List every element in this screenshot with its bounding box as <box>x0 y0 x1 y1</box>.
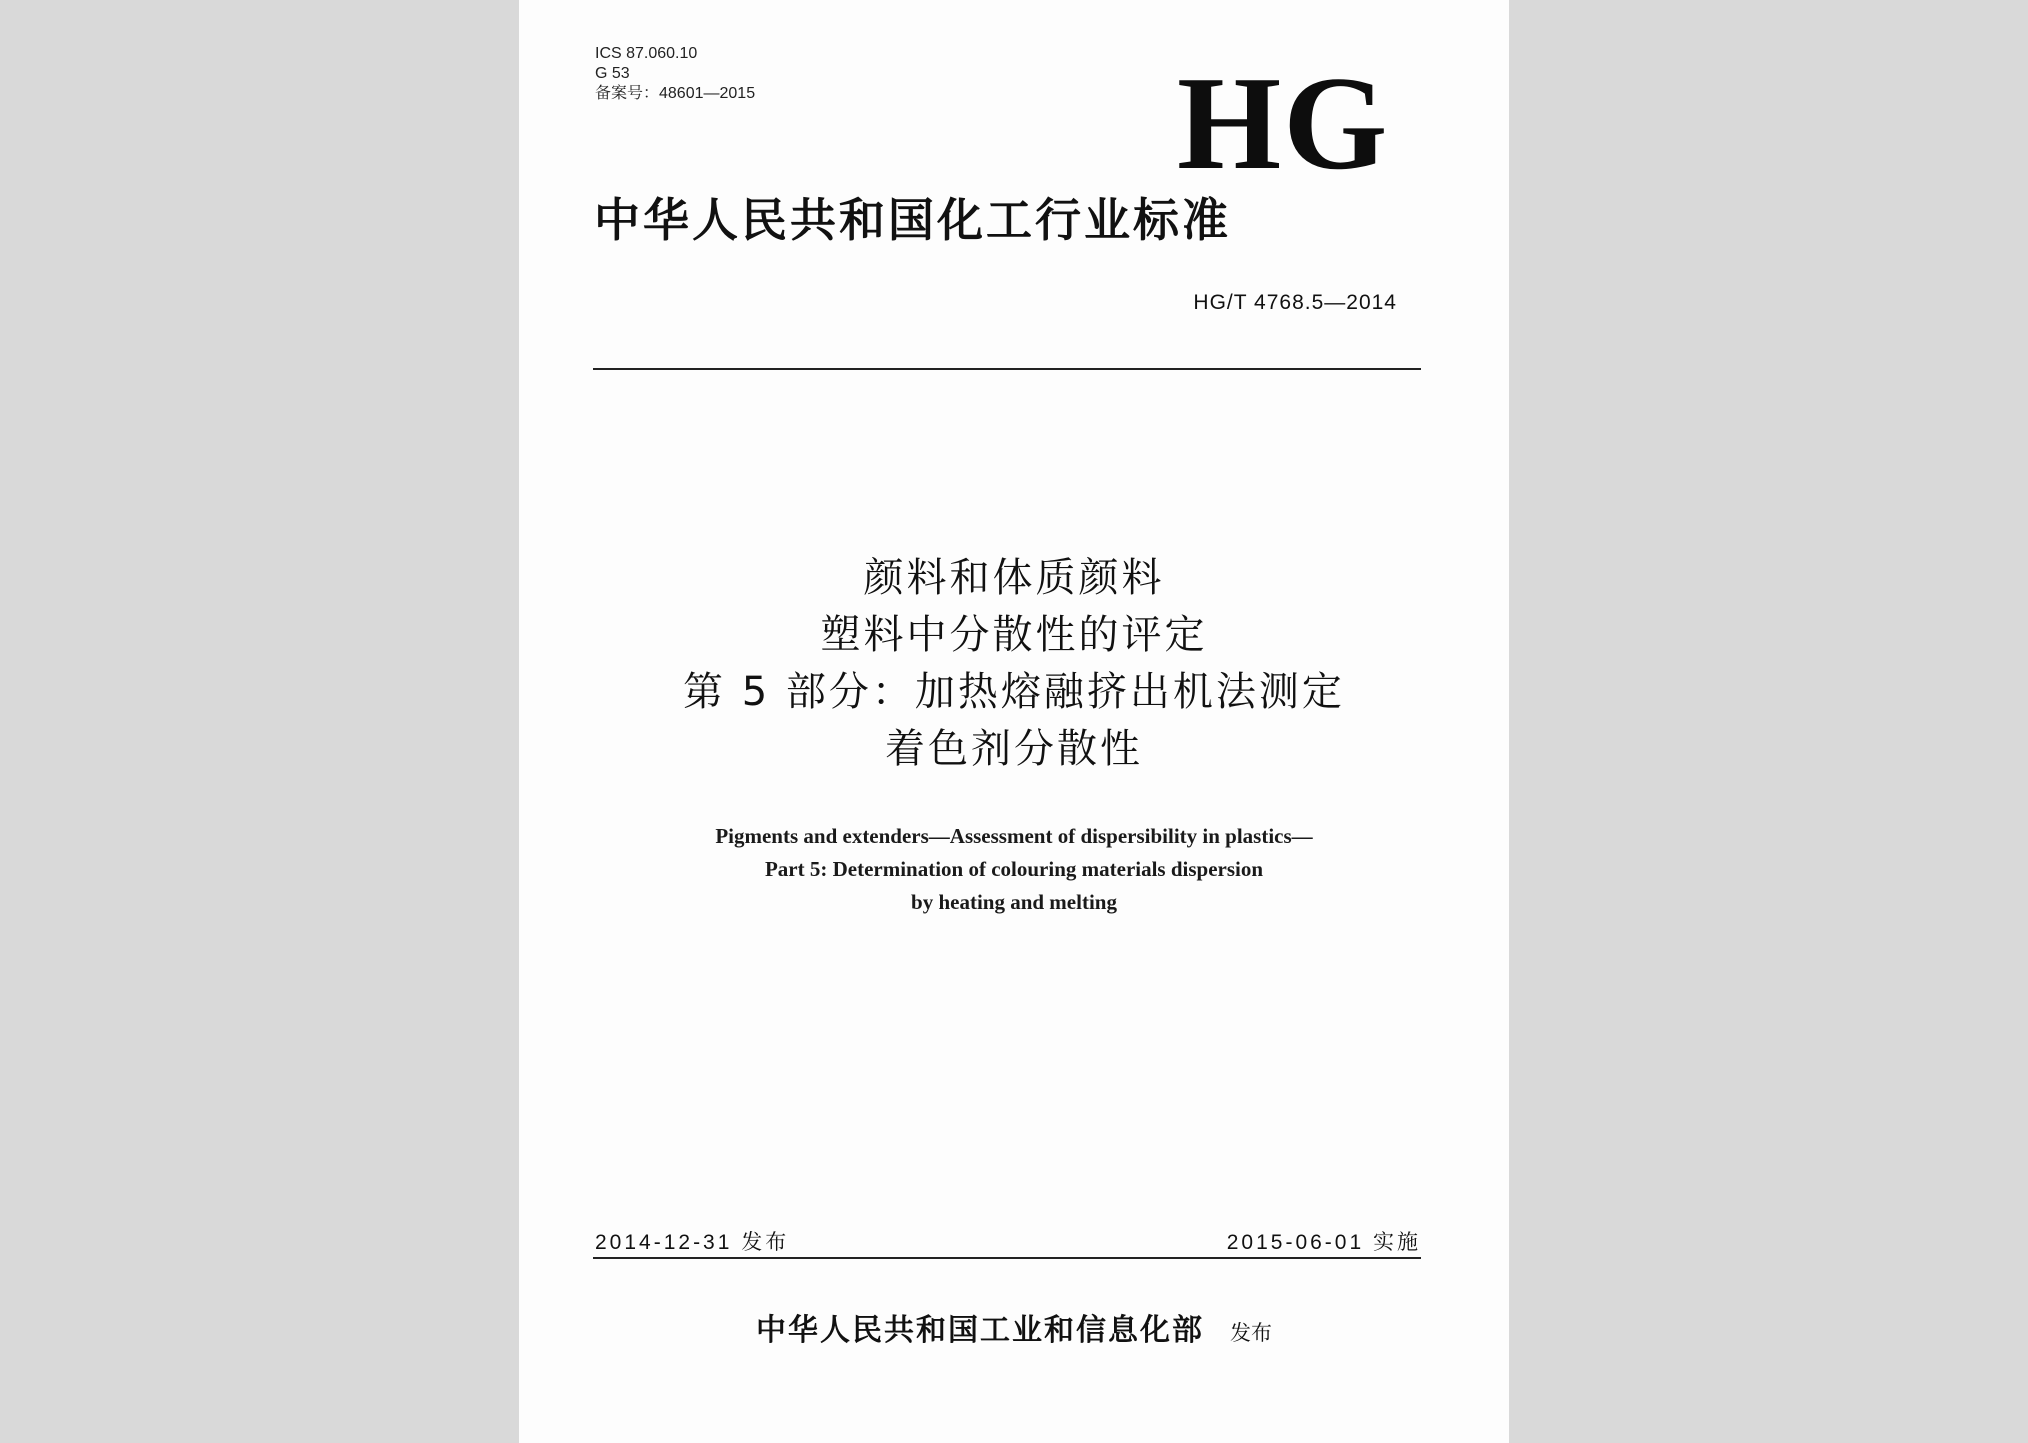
standard-cover-page <box>519 0 1509 1443</box>
ics-code: ICS 87.060.10 <box>595 45 698 62</box>
chinese-title-line-3: 第 5 部分：加热熔融挤出机法测定 <box>683 669 1345 715</box>
standard-code: HG/T 4768.5—2014 <box>1193 291 1397 314</box>
english-title-line-3: by heating and melting <box>911 890 1117 914</box>
english-title-line-2: Part 5: Determination of colouring materials dispersion <box>764 857 1264 881</box>
english-title-line-1: Pigments and extenders—Assessment of dispersibility in plastics— <box>715 824 1313 848</box>
bottom-divider <box>593 1257 1421 1259</box>
chinese-title-line-4: 着色剂分散性 <box>885 726 1143 772</box>
top-divider <box>593 368 1421 370</box>
dates-row <box>593 1226 1421 1258</box>
chinese-title-line-1: 颜料和体质颜料 <box>863 555 1165 601</box>
publisher-line <box>519 1305 1509 1349</box>
hg-logo: HG <box>1177 49 1390 197</box>
english-title <box>519 820 1509 919</box>
standard-type-title: 中华人民共和国化工行业标准 <box>594 193 1231 247</box>
chinese-title-line-2: 塑料中分散性的评定 <box>820 612 1208 658</box>
filing-number: 备案号：48601—2015 <box>595 85 756 102</box>
publish-action: 发布 <box>1230 1321 1272 1345</box>
ccs-code: G 53 <box>595 65 630 82</box>
classification-block <box>595 44 755 104</box>
chinese-title <box>519 550 1509 778</box>
publisher-name: 中华人民共和国工业和信息化部 <box>756 1313 1204 1348</box>
implementation-date: 2015-06-01 实施 <box>1226 1231 1421 1254</box>
issue-date: 2014-12-31 发布 <box>595 1231 790 1254</box>
